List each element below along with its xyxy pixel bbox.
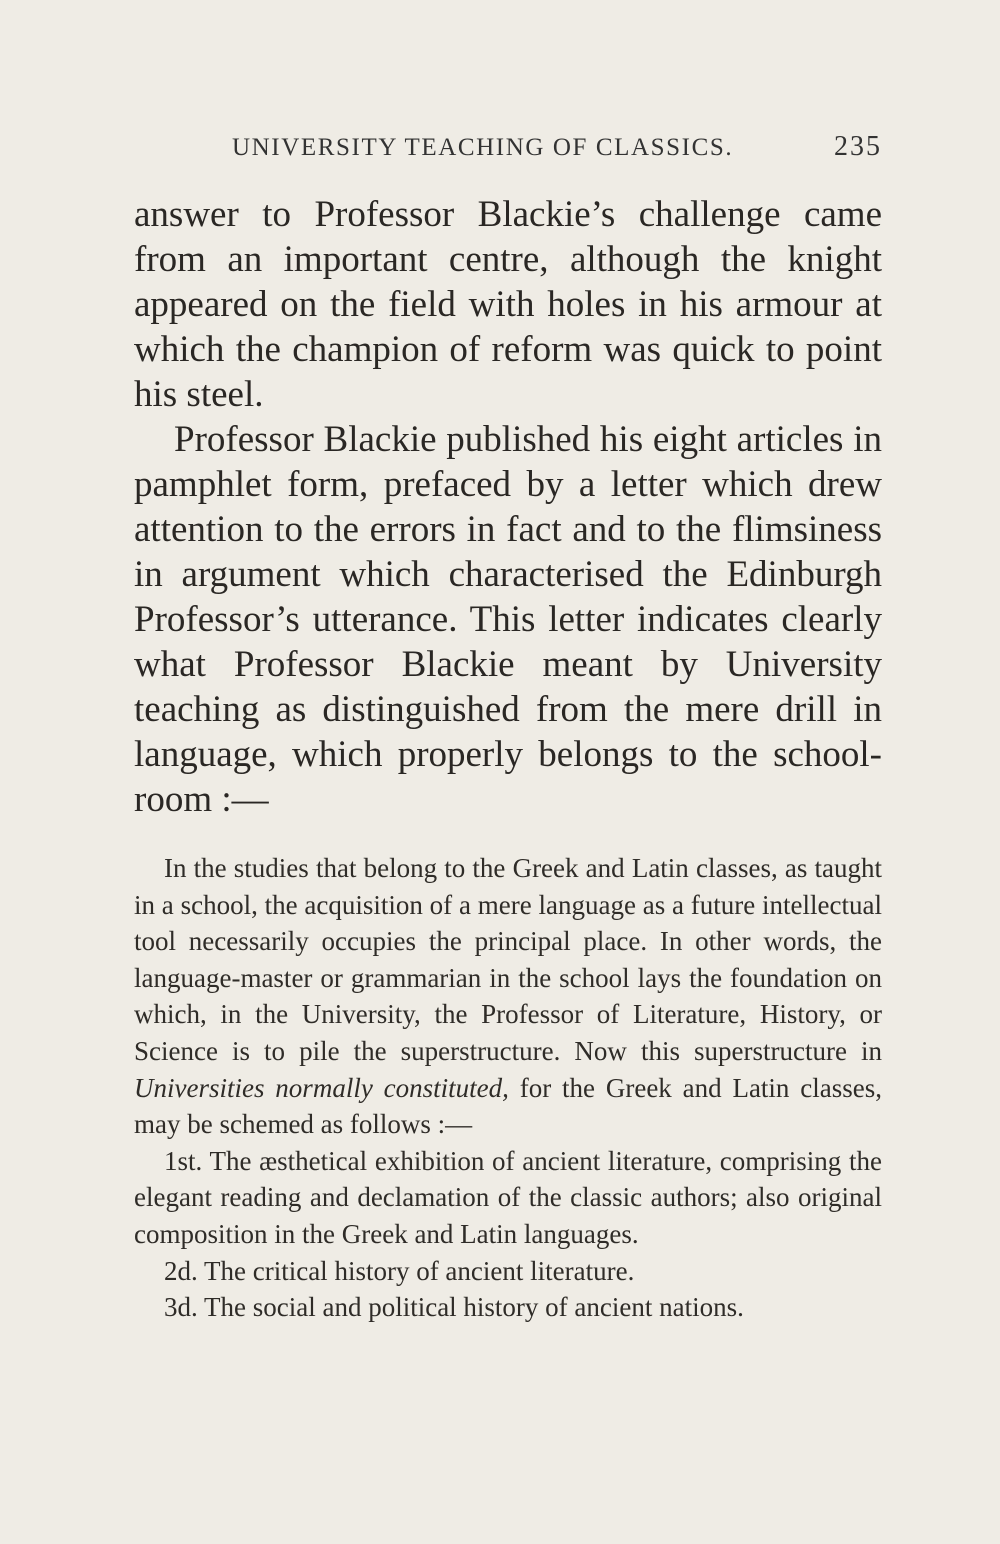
quotation-item-2: 2d. The critical history of ancient literature. xyxy=(164,1255,635,1286)
quotation-italic-phrase: Universities normally constituted, xyxy=(134,1072,509,1103)
paragraph-2: Professor Blackie published his eight articles in pamphlet form, prefaced by a letter which drew attention to the errors in fact and to the flimsiness in argument which characterised the Edinburgh Professor’s utterance. This letter indicates clearly what Professor Blackie meant by University teaching as distinguished from the mere drill in language, which properly belongs to the school-room :— xyxy=(134,419,882,820)
quotation-item-3: 3d. The social and political history of ancient nations. xyxy=(164,1292,744,1323)
paragraph-1: answer to Professor Blackie’s challenge came from an important centre, although the knight appeared on the field with holes in his armour at which the champion of reform was quick to point his steel. xyxy=(134,194,882,415)
page-number: 235 xyxy=(834,131,882,162)
quotation-intro xyxy=(134,850,882,1143)
block-quotation xyxy=(134,850,882,1326)
quotation-intro-text: In the studies that belong to the Greek and Latin classes, as taught in a school, the acquisition of a mere language as a future intellectual tool necessarily occupies the principal place. In other words, the language-master or grammarian in the school lays the foundation on which, in the University, the Professor of Literature, History, or Science is to pile the superstructure. Now this superstructure in xyxy=(134,853,882,1066)
running-head-title: UNIVERSITY TEACHING OF CLASSICS. xyxy=(232,134,734,161)
quotation-intro-end: for the Greek and Latin classes, may be schemed as follows :— xyxy=(134,1072,882,1140)
running-head xyxy=(232,128,882,168)
quotation-item-1: 1st. The æsthetical exhibition of ancient literature, comprising the elegant reading and declamation of the classic authors; also original composition in the Greek and Latin languages. xyxy=(134,1145,882,1249)
